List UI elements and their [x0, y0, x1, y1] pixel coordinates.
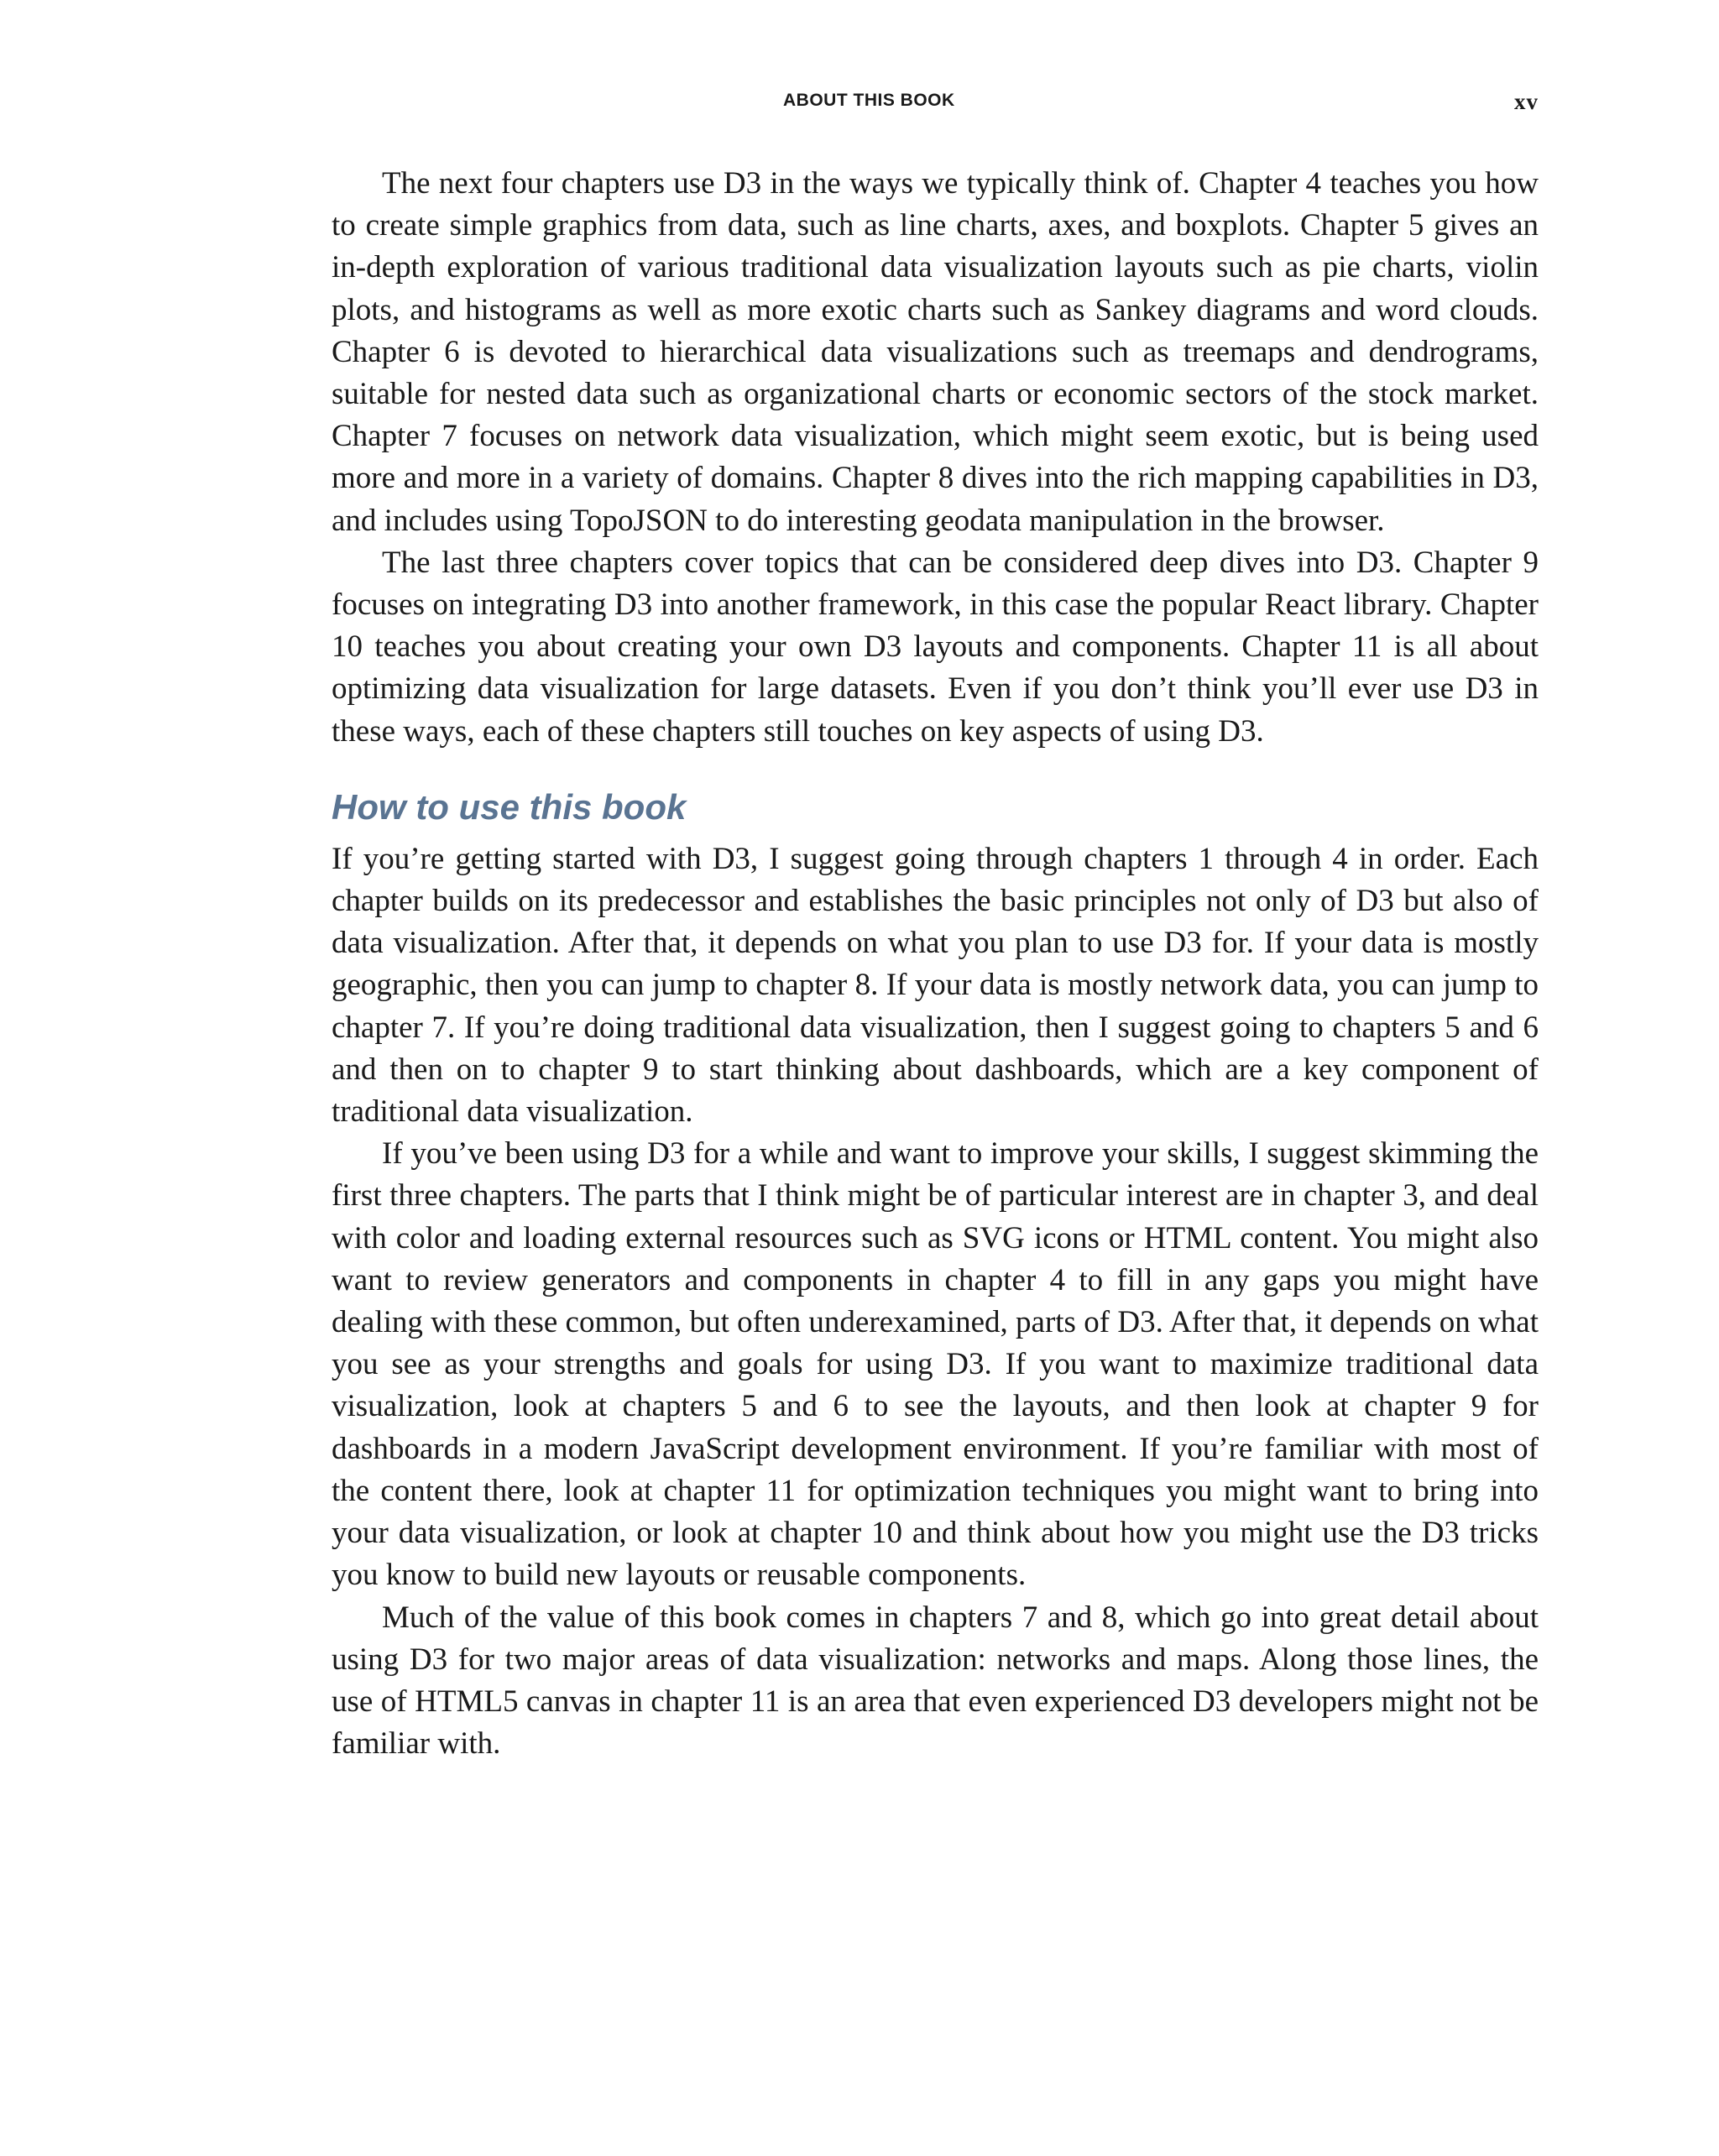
paragraph: Much of the value of this book comes in chapters 7 and 8, which go into great detail about using D3 for two major areas of data visualization: networks and maps. Along those lines, the use of HTML5 canvas in chapter 11 is an area that even experienced D3 developers might not be familiar with.	[332, 1600, 1539, 1762]
body-text	[332, 163, 1539, 1765]
page-number: xv	[1514, 89, 1539, 114]
section-heading: How to use this book	[332, 786, 687, 827]
running-header	[332, 87, 1539, 116]
paragraph: If you’re getting started with D3, I suggest going through chapters 1 through 4 in order. Each chapter builds on its predecessor and establishes the basic principles not only of D3 but also of data visualization. After that, it depends on what you plan to use D3 for. If your data is mostly geographic, then you can jump to chapter 8. If your data is mostly network data, you can jump to chapter 7. If you’re doing traditional data visualization, then I suggest going to chapters 5 and 6 and then on to chapter 9 to start thinking about dashboards, which are a key component of traditional data visualization.	[332, 841, 1539, 1130]
running-header-title: ABOUT THIS BOOK	[783, 91, 955, 110]
paragraph: The last three chapters cover topics that can be considered deep dives into D3. Chapter 9 focuses on integrating D3 into another framework, in this case the popular React library. Chapter 10 teaches you about creating your own D3 layouts and components. Chapter 11 is all about optimizing data visualization for large datasets. Even if you don’t think you’ll ever use D3 in these ways, each of these chapters still touches on key aspects of using D3.	[332, 545, 1539, 749]
paragraph: The next four chapters use D3 in the ways we typically think of. Chapter 4 teaches you how to create simple graphics from data, such as line charts, axes, and boxplots. Chapter 5 gives an in-depth exploration of various traditional data visualization layouts such as pie charts, violin plots, and histograms as well as more exotic charts such as Sankey diagrams and word clouds. Chapter 6 is devoted to hierarchical data visualizations such as treemaps and dendrograms, suitable for nested data such as organizational charts or economic sectors of the stock market. Chapter 7 focuses on network data visualization, which might seem exotic, but is being used more and more in a variety of domains. Chapter 8 dives into the rich mapping capabilities in D3, and includes using TopoJSON to do interesting geodata manipulation in the browser.	[332, 166, 1539, 538]
paragraph: If you’ve been using D3 for a while and want to improve your skills, I suggest skimming the first three chapters. The parts that I think might be of particular interest are in chapter 3, and deal with color and loading external resources such as SVG icons or HTML content. You might also want to review generators and components in chapter 4 to fill in any gaps you might have dealing with these common, but often underexamined, parts of D3. After that, it depends on what you see as your strengths and goals for using D3. If you want to maximize traditional data visualization, look at chapters 5 and 6 to see the layouts, and then look at chapter 9 for dashboards in a modern JavaScript development environment. If you’re familiar with most of the content there, look at chapter 11 for optimization techniques you might want to bring into your data visualization, or look at chapter 10 and think about how you might use the D3 tricks you know to build new layouts or reusable components.	[332, 1136, 1539, 1593]
